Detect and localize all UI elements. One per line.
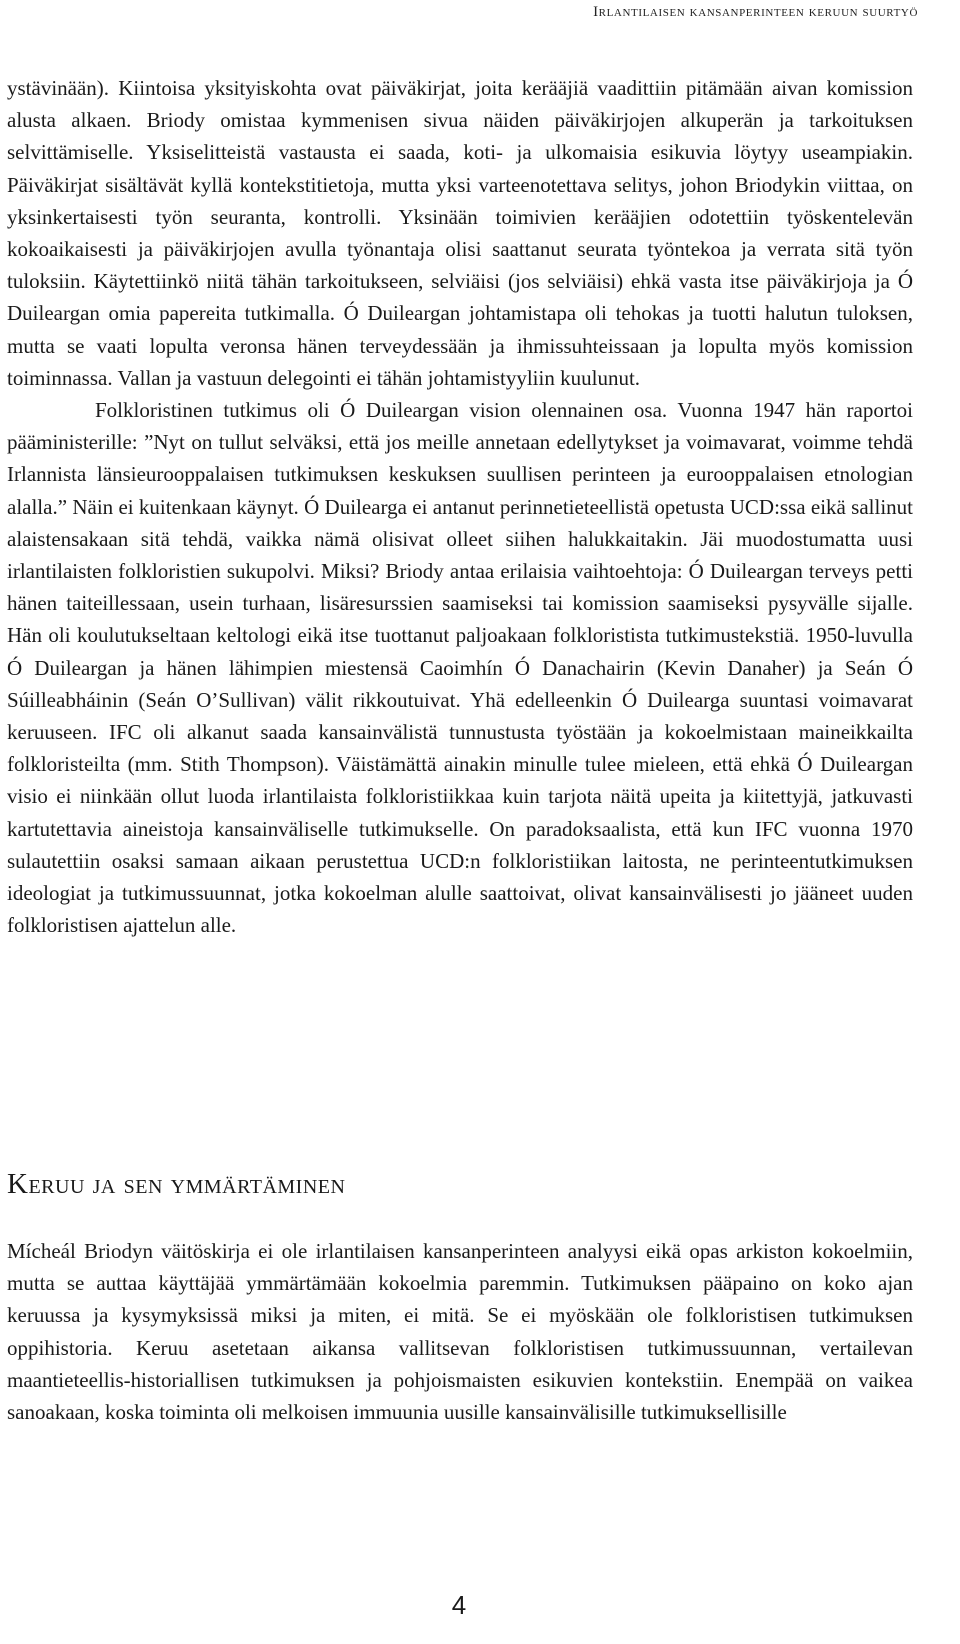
body-paragraph-1: ystävinään). Kiintoisa yksityiskohta ovat päiväkirjat, joita kerääjiä vaadittiin pitämään aivan komission alusta alkaen. Briody omistaa kymmenisen sivua näiden päiväkirjojen alkuperän ja tarkoituksen selvittämiselle. Yksiselitteistä vastausta ei saada, koti- ja ulkomaisia esikuvia löytyy useampiakin. Päiväkirjat sisältävät kyllä kontekstitietoja, mutta yksi varteenotettava selitys, johon Briodykin viittaa, on yksinkertaisesti työn seuranta, kontrolli. Yksinään toimivien kerääjien odotettiin työskentelevän kokoaikaisesti ja päiväkirjojen avulla työnantaja olisi saattanut seurata työntekoa ja verrata sitä työn tuloksiin. Käytettiinkö niitä tähän tarkoitukseen, selviäisi (jos selviäisi) ehkä vasta itse päiväkirjoja ja Ó Duileargan omia papereita tutkimalla. Ó Duileargan johtamistapa oli tehokas ja tuotti halutun tuloksen, mutta se vaati lopulta veronsa hänen terveydessään ja ihmissuhteissaan ja lopulta myös komission toiminnassa. Vallan ja vastuun delegointi ei tähän johtamistyyliin kuulunut. [7,76,913,390]
body-paragraph-2: Folkloristinen tutkimus oli Ó Duileargan vision olennainen osa. Vuonna 1947 hän raportoi pääministerille: ”Nyt on tullut selväksi, että jos meille annetaan edellytykset ja voimavarat, voimme tehdä Irlannista länsieurooppalaisen tutkimuksen keskuksen suullisen perinteen ja eurooppalaisen etnologian alalla.” Näin ei kuitenkaan käynyt. Ó Duilearga ei antanut perinnetieteellistä opetusta UCD:ssa eikä sallinut alaistensakaan sitä tehdä, vaikka nämä olisivat olleet siihen halukkaitakin. Jäi muodostumatta uusi irlantilaisten folkloristien sukupolvi. Miksi? Briody antaa erilaisia vaihtoehtoja: Ó Duileargan terveys petti hänen taiteillessaan, usein turhaan, lisäresurssien saamiseksi tai komission saamiseksi pysyvälle sijalle. Hän oli koulutukseltaan keltologi eikä itse tuottanut paljoakaan folkloristista tutkimustekstiä. 1950-luvulla Ó Duileargan ja hänen lähimpien miestensä Caoimhín Ó Danachairin (Kevin Danaher) ja Seán Ó Súilleabháinin (Seán O’Sullivan) välit rikkoutuivat. Yhä edelleenkin Ó Duilearga suuntasi voimavarat keruuseen. IFC oli alkanut saada kansainvälistä tunnustusta työstään ja kokoelmistaan maineikkailta folkloristeilta (mm. Stith Thompson). Väistämättä ainakin minulle tulee mieleen, että ehkä Ó Duileargan visio ei niinkään ollut luoda irlantilaista folkloristiikkaa kuin tarjota näitä upeita ja kiitettyjä, jatkuvasti kartutettavia aineistoja kansainväliselle tutkimukselle. On paradoksaalista, että kun IFC vuonna 1970 sulautettiin osaksi samaan aikaan perustettua UCD:n folkloristiikan laitosta, ne perinteentutkimuksen ideologiat ja tutkimussuunnat, jotka kokoelman alulle saattoivat, olivat kansainvälisesti jo jääneet uuden folkloristisen ajattelun alle. [7,398,913,938]
page-number: 4 [451,1590,467,1620]
running-header: Irlantilaisen kansanperinteen keruun suurtyö [593,4,918,20]
main-text-block [7,72,913,941]
body-paragraph-3: Mícheál Briodyn väitöskirja ei ole irlantilaisen kansanperinteen analyysi eikä opas arkiston kokoelmiin, mutta se auttaa käyttäjää ymmärtämään kokoelmia paremmin. Tutkimuksen pääpaino on koko ajan keruussa ja kysymyksissä miksi ja miten, ei mitä. Se ei myöskään ole folkloristisen tutkimuksen oppihistoria. Keruu asetetaan aikansa vallitsevan folkloristisen tutkimussuunnan, vertailevan maantieteellis-historiallisen tutkimuksen ja pohjoismaisten esikuvien kontekstiin. Enempää on vaikea sanoakaan, koska toiminta oli melkoisen immuunia uusille kansainvälisille tutkimuksellisille [7,1239,913,1425]
section-heading: Keruu ja sen ymmärtäminen [7,1168,346,1200]
section-text-block [7,1235,913,1428]
